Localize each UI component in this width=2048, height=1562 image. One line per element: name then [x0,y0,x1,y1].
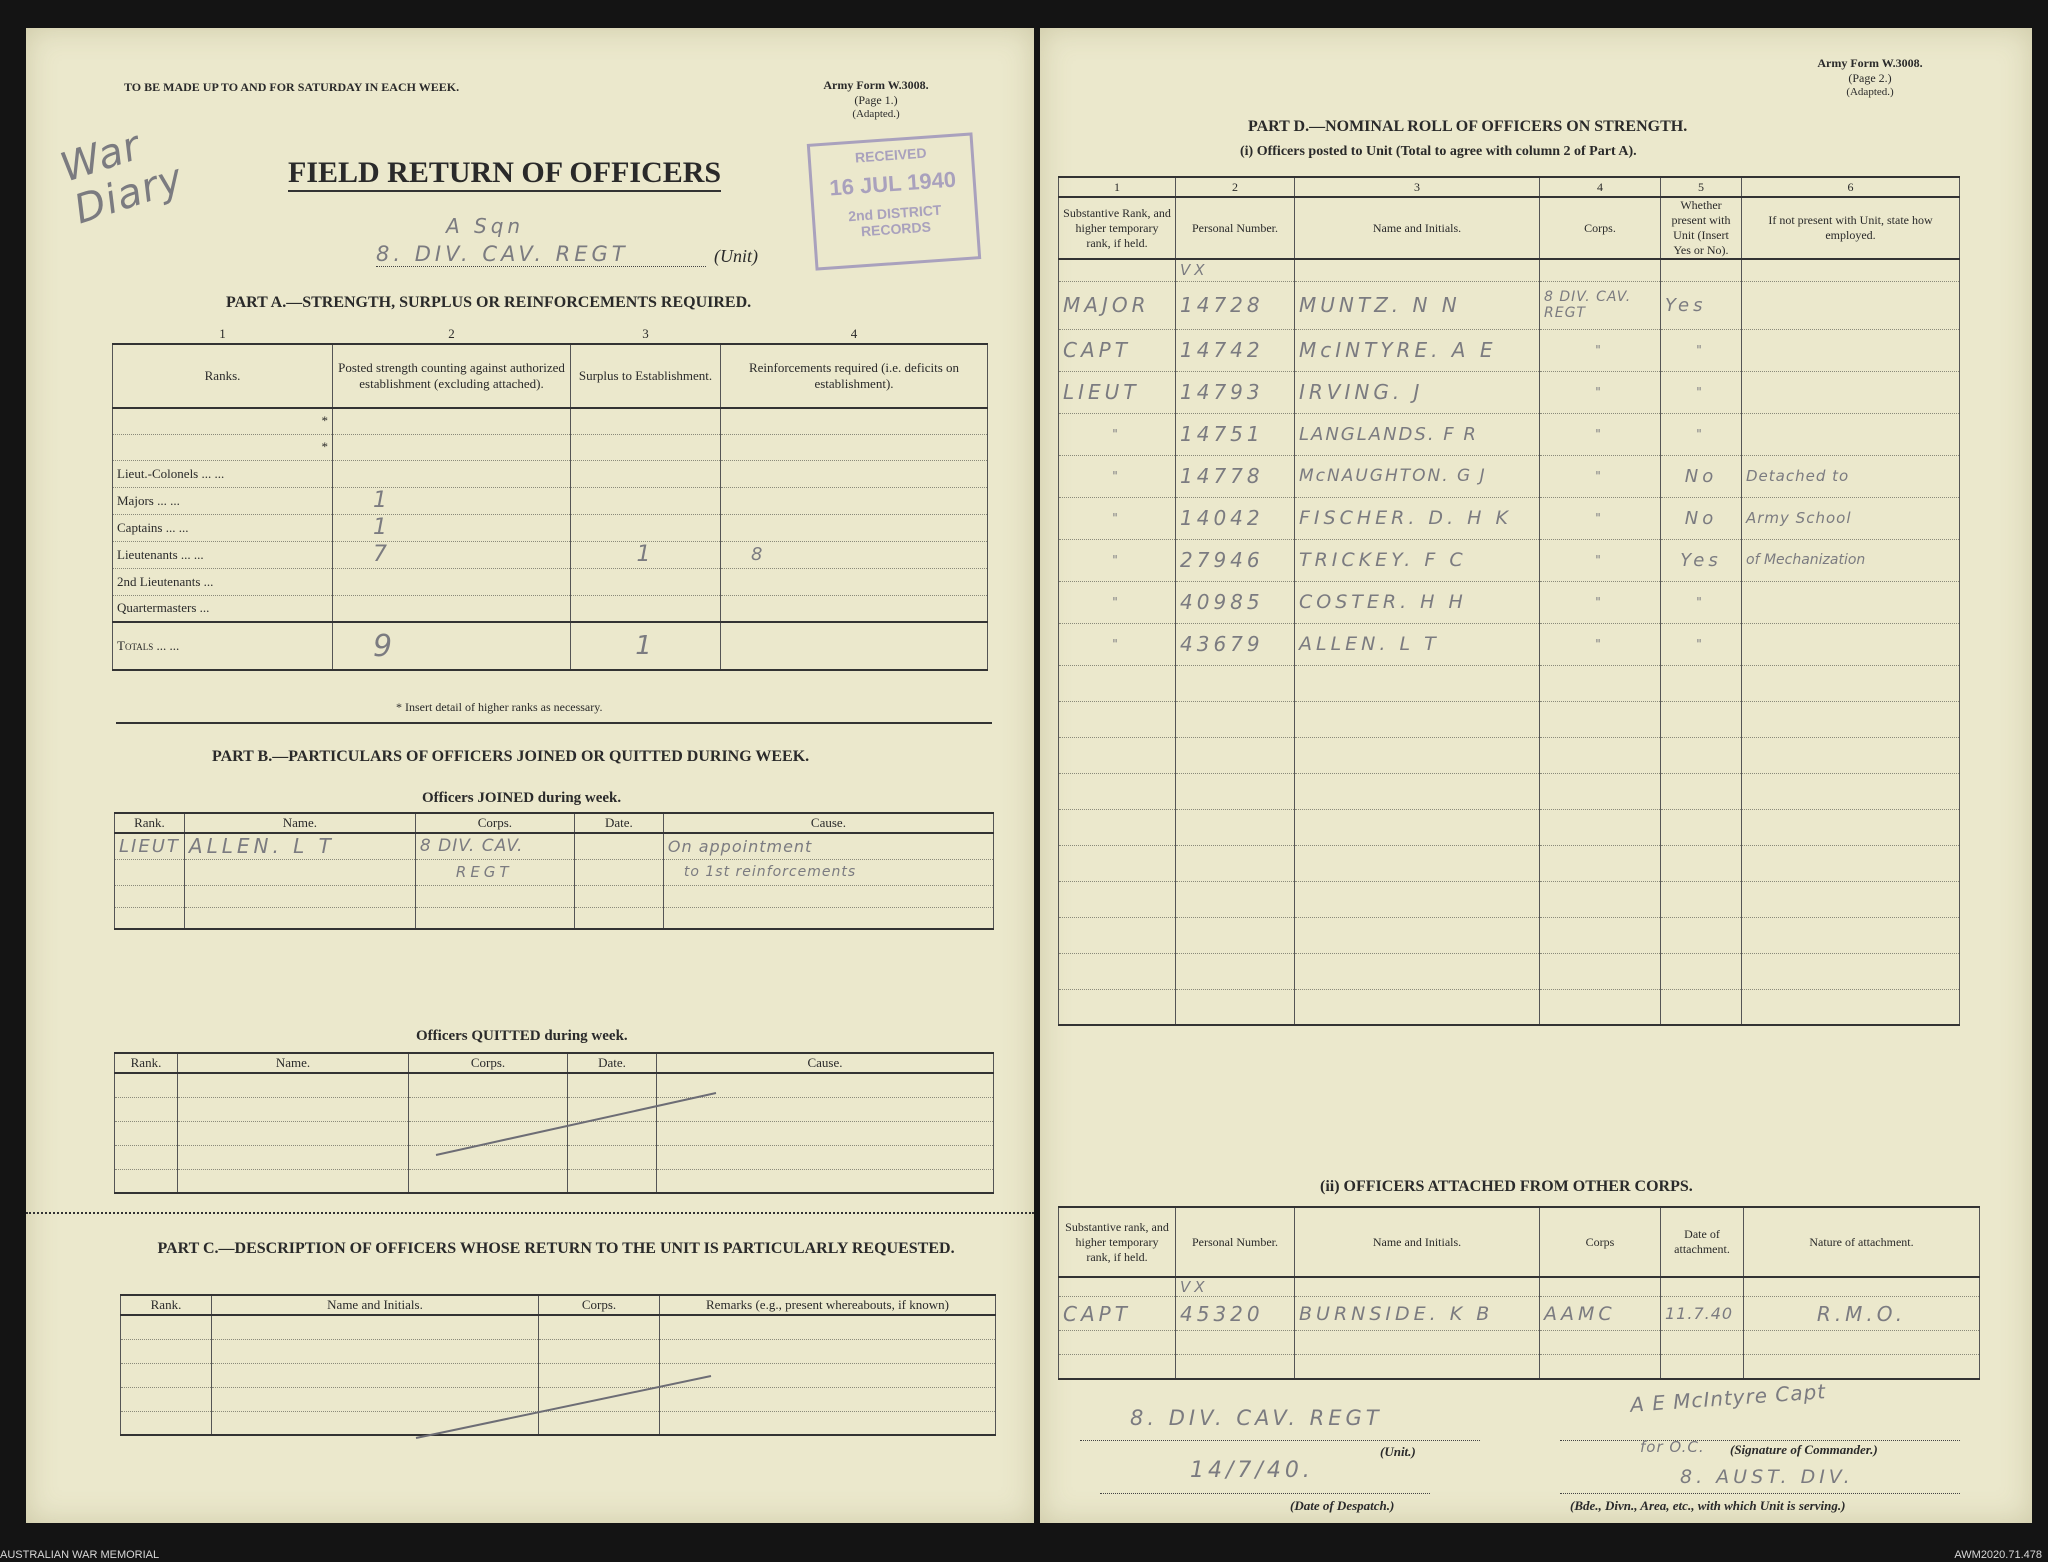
employed-cell [1742,623,1960,665]
reinf-cell [721,595,988,622]
table-row [113,541,988,568]
table-row [115,885,994,907]
table-row [1059,329,1960,371]
header-corps: Corps. [539,1295,660,1315]
date-cell [574,833,663,859]
present-cell: No [1661,455,1742,497]
signature-label: (Signature of Commander.) [1730,1442,1878,1457]
cancel-strike-line [426,1083,726,1163]
rank-cell: " [1059,623,1176,665]
table-row [1059,413,1960,455]
header-cause: Cause. [663,813,993,833]
number-cell: 40985 [1176,581,1295,623]
joined-table [114,812,994,930]
divider [116,722,992,724]
header-remarks: Remarks (e.g., present whereabouts, if known) [660,1295,996,1315]
part-a-table [112,324,988,671]
header-name: Name. [178,1053,409,1073]
table-row [1059,989,1960,1025]
reinf-cell [721,487,988,514]
date-cell [574,859,663,885]
form-number [806,78,946,120]
rank-cell: CAPT [1059,1297,1176,1331]
attached-header [1059,1207,1980,1277]
rank-cell: * [113,408,333,434]
unit-dotted-line [1080,1440,1480,1441]
footer-unit-label: (Unit.) [1380,1444,1416,1459]
employed-cell: Army School [1742,497,1960,539]
corps-cell: REGT [415,859,574,885]
strength-cell [333,595,571,622]
header-date: Date. [568,1053,657,1073]
strength-cell: 7 [333,541,571,568]
number-cell: 14728 [1176,281,1295,329]
corps-cell: " [1540,413,1661,455]
page-label: (Page 2.) [1848,71,1892,85]
vx-prefix: VX [1176,1277,1295,1297]
table-row [1059,1355,1980,1379]
name-cell: BURNSIDE. K B [1295,1297,1540,1331]
table-row [115,1169,994,1193]
received-stamp [807,132,981,270]
present-cell: No [1661,497,1742,539]
date-dotted-line [1100,1493,1430,1494]
header-name: Name and Initials. [1295,1207,1540,1277]
table-row [113,460,988,487]
stamp-line-1: RECEIVED [854,144,928,166]
part-d-subtitle: (i) Officers posted to Unit (Total to agree with column 2 of Part A). [1240,144,1637,159]
stamp-line-4: RECORDS [860,218,932,240]
number-cell: 14742 [1176,329,1295,371]
nature-cell: R.M.O. [1744,1297,1980,1331]
corps-cell: " [1540,455,1661,497]
table-row [1059,665,1960,701]
table-row [1059,497,1960,539]
surplus-cell [571,408,721,434]
header-strength: Posted strength counting against authorized establishment (excluding attached). [333,344,571,408]
rank-cell: Majors ... ... [113,487,333,514]
header-rank: Substantive Rank, and higher temporary rank, if held. [1059,197,1176,259]
strength-cell: 1 [333,487,571,514]
nominal-roll-table [1058,176,1960,1026]
table-row [113,408,988,434]
header-rank: Rank. [121,1295,212,1315]
rank-cell: LIEUT [1059,371,1176,413]
table-row [113,434,988,460]
name-cell: ALLEN. L T [1295,623,1540,665]
col-num: 3 [642,325,649,341]
cancel-strike-line [406,1368,726,1448]
quitted-header [115,1053,994,1073]
col-num: 2 [1176,177,1295,197]
reinf-cell [721,460,988,487]
rank-cell: " [1059,581,1176,623]
name-cell: IRVING. J [1295,371,1540,413]
footer-date-label: (Date of Despatch.) [1290,1498,1395,1513]
part-c-title: PART C.—DESCRIPTION OF OFFICERS WHOSE RETURN TO THE UNIT IS PARTICULARLY REQUESTED. [157,1240,955,1257]
table-row [1059,1297,1980,1331]
rank-cell: CAPT [1059,329,1176,371]
employed-cell: of Mechanization [1742,539,1960,581]
employed-cell [1742,581,1960,623]
name-cell: MUNTZ. N N [1295,281,1540,329]
table-row [115,907,994,929]
corps-cell: 8 DIV. CAV. REGT [1540,281,1661,329]
signature-value: A E McIntyre Capt [1629,1379,1827,1417]
part-a-title: PART A.—STRENGTH, SURPLUS OR REINFORCEMENTS REQUIRED. [226,294,752,311]
strength-cell [333,460,571,487]
name-cell: FISCHER. D. H K [1295,497,1540,539]
table-row [113,568,988,595]
header-corps: Corps. [415,813,574,833]
header-rank: Substantive rank, and higher temporary rank, if held. [1059,1207,1176,1277]
rank-cell: * [113,434,333,460]
part-b-title: PART B.—PARTICULARS OF OFFICERS JOINED OR QUITTED DURING WEEK. [212,748,810,765]
number-cell: 14793 [1176,371,1295,413]
corps-cell: " [1540,371,1661,413]
reinf-cell [721,408,988,434]
rank-cell: Lieutenants ... ... [113,541,333,568]
rank-cell: " [1059,539,1176,581]
table-row [1059,281,1960,329]
strength-cell: 1 [333,514,571,541]
table-row [1059,539,1960,581]
table-row [1059,809,1960,845]
form-number-label: Army Form W.3008. [823,78,929,92]
header-nature: Nature of attachment. [1744,1207,1980,1277]
header-present: Whether present with Unit (Insert Yes or No). [1661,197,1742,259]
form-number-label: Army Form W.3008. [1817,56,1923,70]
strength-cell [333,434,571,460]
strength-cell [333,408,571,434]
col-num: 1 [1059,177,1176,197]
header-ranks: Ranks. [113,344,333,408]
cause-cell: to 1st reinforcements [663,859,993,885]
reinf-cell [721,514,988,541]
table-row [1059,845,1960,881]
table-row [1059,1331,1980,1355]
part-c-header [121,1295,996,1315]
number-cell: 14751 [1176,413,1295,455]
table-row [1059,773,1960,809]
page-label: (Page 1.) [854,93,898,107]
unit-label: (Unit) [714,246,758,266]
unit-value: 8. DIV. CAV. REGT [376,242,706,267]
col-num: 3 [1295,177,1540,197]
employed-cell [1742,413,1960,455]
vx-prefix: VX [1176,259,1295,281]
surplus-cell [571,568,721,595]
rank-cell: MAJOR [1059,281,1176,329]
table-row [1059,953,1960,989]
rank-cell [115,859,185,885]
rank-cell: 2nd Lieutenants ... [113,568,333,595]
bde-value: 8. AUST. DIV. [1680,1466,1854,1488]
header-rank: Rank. [115,1053,178,1073]
table-row [1059,881,1960,917]
present-cell: Yes [1661,539,1742,581]
reinf-cell [721,568,988,595]
part-d-title: PART D.—NOMINAL ROLL OF OFFICERS ON STRENGTH. [1248,118,1688,135]
present-cell: Yes [1661,281,1742,329]
surplus-cell: 1 [571,541,721,568]
credit-right: AWM2020.71.478 [1954,1549,2042,1561]
header-corps: Corps. [409,1053,568,1073]
prefix-row [1059,1277,1980,1297]
present-cell: " [1661,413,1742,455]
name-cell [184,859,415,885]
col-num: 2 [448,325,455,341]
header-reinforcements: Reinforcements required (i.e. deficits on establishment). [721,344,988,408]
corps-cell: 8 DIV. CAV. [415,833,574,859]
name-cell: TRICKEY. F C [1295,539,1540,581]
reinf-cell [721,434,988,460]
totals-reinf [721,622,988,670]
header-surplus: Surplus to Establishment. [571,344,721,408]
header-corps: Corps. [1540,197,1661,259]
table-row [1059,737,1960,773]
col-num: 6 [1742,177,1960,197]
form-page-1 [26,28,1034,1523]
attached-table [1058,1206,1980,1380]
nominal-roll-header [1059,197,1960,259]
employed-cell [1742,329,1960,371]
corps-cell: AAMC [1540,1297,1661,1331]
header-number: Personal Number. [1176,1207,1295,1277]
employed-cell [1742,281,1960,329]
stamp-line-3: 2nd DISTRICT [847,201,942,225]
stamp-date: 16 JUL 1940 [828,166,957,201]
reinf-cell: 8 [721,541,988,568]
rank-cell: Quartermasters ... [113,595,333,622]
corps-cell: " [1540,497,1661,539]
footer-date-value: 14/7/40. [1190,1458,1314,1483]
nominal-roll-col-numbers [1059,177,1960,197]
totals-row [113,622,988,670]
cause-cell: On appointment [663,833,993,859]
signature-dotted-line [1560,1440,1960,1441]
totals-strength: 9 [333,622,571,670]
table-row [115,833,994,859]
bde-label: (Bde., Divn., Area, etc., with which Unit is serving.) [1570,1498,1846,1513]
name-cell: ALLEN. L T [184,833,415,859]
form-title: FIELD RETURN OF OFFICERS [288,156,721,192]
part-a-header [113,344,988,408]
table-row [1059,581,1960,623]
corps-cell: " [1540,329,1661,371]
table-row [1059,623,1960,665]
footnote: * Insert detail of higher ranks as necessary. [396,700,603,714]
war-diary-annotation: War Diary [55,122,189,234]
corps-cell: " [1540,581,1661,623]
bde-dotted-line [1560,1493,1960,1494]
joined-header [115,813,994,833]
table-row [113,595,988,622]
name-cell: McINTYRE. A E [1295,329,1540,371]
corps-cell: " [1540,539,1661,581]
rank-cell: Captains ... ... [113,514,333,541]
table-row [121,1339,996,1363]
totals-surplus: 1 [571,622,721,670]
footer-unit-value: 8. DIV. CAV. REGT [1130,1406,1383,1430]
table-row [115,859,994,885]
instruction-text: TO BE MADE UP TO AND FOR SATURDAY IN EACH WEEK. [124,80,460,94]
header-employed: If not present with Unit, state how employed. [1742,197,1960,259]
form-number [1800,56,1940,98]
table-row [1059,455,1960,497]
number-cell: 45320 [1176,1297,1295,1331]
header-rank: Rank. [115,813,185,833]
strength-cell [333,568,571,595]
header-number: Personal Number. [1176,197,1295,259]
header-name: Name and Initials. [1295,197,1540,259]
employed-cell [1742,371,1960,413]
header-date: Date. [574,813,663,833]
table-row [113,487,988,514]
form-page-2 [1040,28,2032,1523]
surplus-cell [571,487,721,514]
col-num: 4 [1540,177,1661,197]
table-row [1059,917,1960,953]
adapted-label: (Adapted.) [852,108,900,120]
surplus-cell [571,434,721,460]
date-cell: 11.7.40 [1661,1297,1744,1331]
col-num: 4 [850,325,858,341]
header-date: Date of attachment. [1661,1207,1744,1277]
rank-cell: " [1059,497,1176,539]
number-cell: 27946 [1176,539,1295,581]
name-cell: McNAUGHTON. G J [1295,455,1540,497]
employed-cell: Detached to [1742,455,1960,497]
header-corps: Corps [1540,1207,1661,1277]
present-cell: " [1661,329,1742,371]
quitted-title: Officers QUITTED during week. [416,1028,628,1044]
signature-for: for O.C. [1640,1438,1705,1456]
header-name-initials: Name and Initials. [212,1295,539,1315]
header-cause: Cause. [657,1053,994,1073]
surplus-cell [571,460,721,487]
corps-cell: " [1540,623,1661,665]
rank-cell: LIEUT [115,833,185,859]
attached-title: (ii) OFFICERS ATTACHED FROM OTHER CORPS. [1320,1178,1693,1195]
rank-cell: " [1059,455,1176,497]
unit-squadron: A Sqn [446,214,525,238]
table-row [113,514,988,541]
name-cell: LANGLANDS. F R [1295,413,1540,455]
credit-left: AUSTRALIAN WAR MEMORIAL [0,1549,160,1561]
name-cell: COSTER. H H [1295,581,1540,623]
present-cell: " [1661,623,1742,665]
number-cell: 14042 [1176,497,1295,539]
perforation-line [26,1212,1034,1214]
present-cell: " [1661,371,1742,413]
table-row [121,1315,996,1339]
number-cell: 43679 [1176,623,1295,665]
adapted-label: (Adapted.) [1846,86,1894,98]
prefix-row [1059,259,1960,281]
present-cell: " [1661,581,1742,623]
joined-title: Officers JOINED during week. [422,790,622,806]
part-a-col-numbers [113,324,988,344]
table-row [1059,371,1960,413]
number-cell: 14778 [1176,455,1295,497]
table-row [1059,701,1960,737]
header-name: Name. [184,813,415,833]
surplus-cell [571,595,721,622]
col-num: 5 [1661,177,1742,197]
rank-cell: " [1059,413,1176,455]
surplus-cell [571,514,721,541]
rank-cell: Lieut.-Colonels ... ... [113,460,333,487]
totals-label: Totals ... ... [113,622,333,670]
col-num: 1 [219,325,226,341]
